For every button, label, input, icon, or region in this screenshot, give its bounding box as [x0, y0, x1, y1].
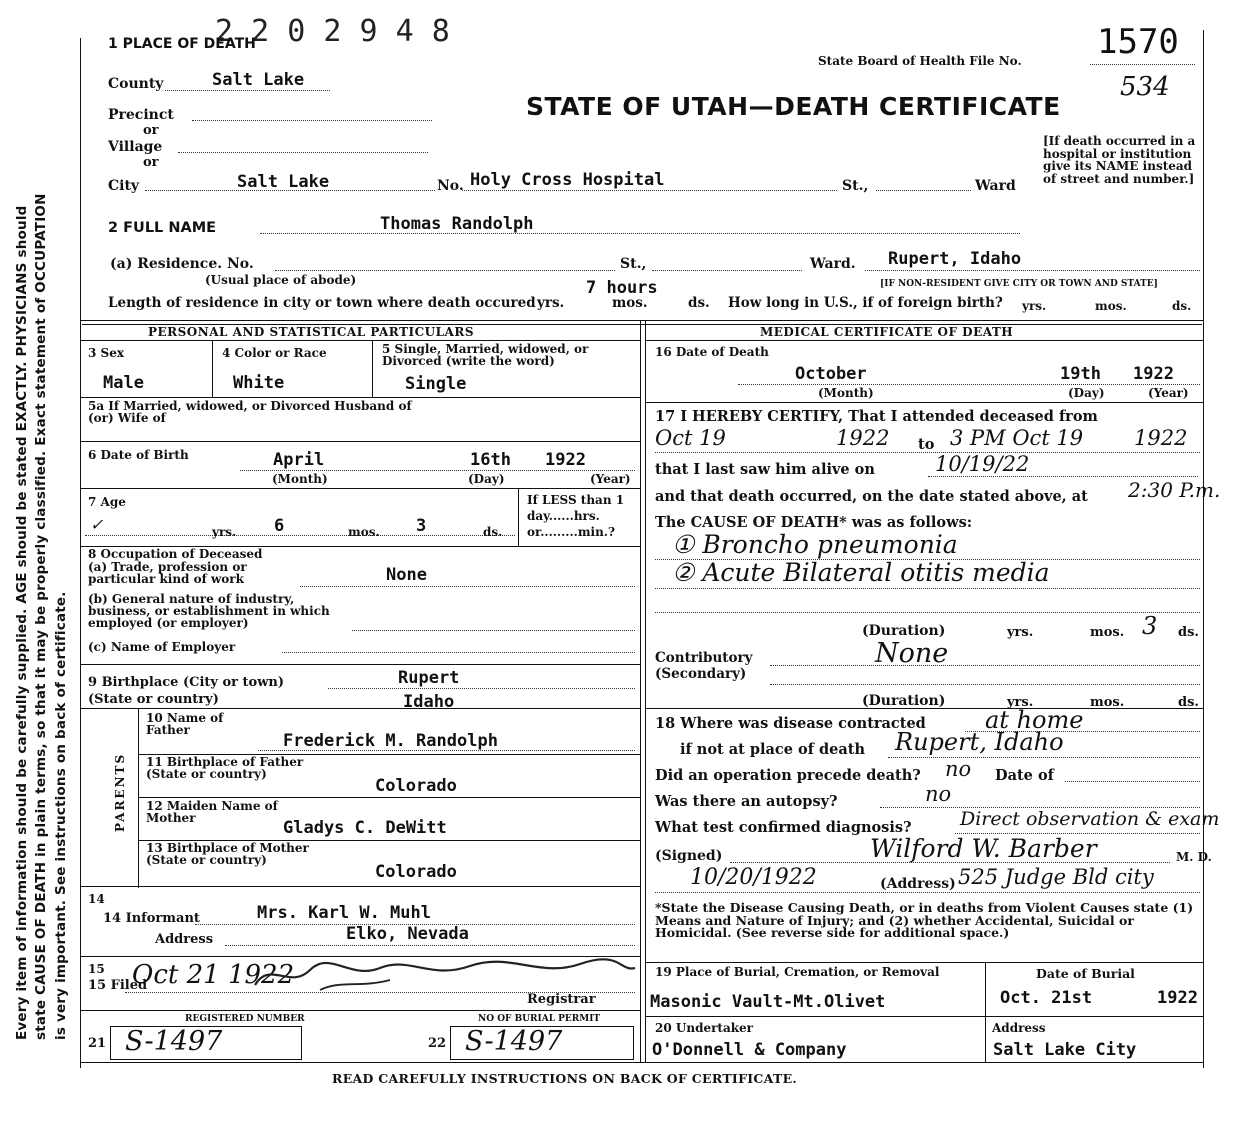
color-label: 4 Color or Race	[222, 346, 327, 360]
registered-number: S-1497	[125, 1026, 223, 1057]
undertaker-address-label: Address	[992, 1021, 1046, 1035]
death-day: 19th	[1060, 364, 1101, 384]
last-saw-date: 10/19/22	[935, 452, 1030, 476]
death-year: 1922	[1133, 364, 1174, 384]
cause-secondary: ② Acute Bilateral otitis media	[672, 558, 1050, 587]
burial-place: Masonic Vault-Mt.Olivet	[650, 992, 886, 1012]
undertaker-label: 20 Undertaker	[655, 1021, 754, 1035]
marital-label: 5 Single, Married, widowed, or Divorced (write the word)	[382, 342, 589, 368]
filed-date: Oct 21 1922	[132, 960, 295, 990]
dob-day-caption: (Day)	[468, 472, 505, 486]
mother-birthplace-label: 13 Birthplace of Mother (State or country)	[146, 841, 309, 867]
cause-label: The CAUSE OF DEATH* was as follows:	[655, 514, 973, 531]
residence-st-label: St.,	[620, 256, 647, 272]
ward-label: Ward	[975, 178, 1016, 194]
duration-yrs-2: yrs.	[1007, 695, 1034, 710]
section-divider	[640, 320, 641, 1062]
father-label: 10 Name of Father	[146, 711, 224, 737]
us-mos: mos.	[1095, 299, 1127, 313]
duration-mos-2: mos.	[1090, 695, 1125, 710]
outer-right-border	[1203, 30, 1204, 1068]
burial-date: Oct. 21st	[1000, 988, 1093, 1008]
occupation-a-label: (a) Trade, profession or particular kind of work	[88, 560, 247, 586]
village-label: Village	[108, 139, 163, 155]
birthplace-city: Rupert	[398, 668, 460, 688]
us-residence-label: How long in U.S., if of foreign birth?	[728, 295, 1003, 311]
parents-label: PARENTS	[113, 752, 127, 832]
death-date-label: 16 Date of Death	[655, 345, 769, 359]
duration-ds-1: ds.	[1178, 625, 1199, 640]
sign-date: 10/20/1922	[690, 865, 817, 890]
duration-months: 3	[1142, 612, 1158, 640]
attended-to-year: 1922	[1134, 426, 1188, 450]
side-instruction-1: Every item of information should be carefully supplied. AGE should be stated EXACTLY. PHYSICIANS should	[14, 205, 30, 1040]
burial-place-label: 19 Place of Burial, Cremation, or Removal	[655, 965, 940, 979]
dob-month: April	[273, 450, 325, 470]
bottom-rule	[80, 1062, 1204, 1063]
age-years-mark: ✓	[90, 515, 104, 534]
nonresident-note: [IF NON-RESIDENT GIVE CITY OR TOWN AND STATE]	[880, 279, 1158, 289]
marital-value: Single	[405, 374, 467, 394]
outer-left-border	[80, 38, 81, 1068]
doctor-address: 525 Judge Bld city	[958, 865, 1154, 889]
father-name: Frederick M. Randolph	[283, 731, 498, 751]
test-label: What test confirmed diagnosis?	[655, 819, 912, 836]
medical-heading: MEDICAL CERTIFICATE OF DEATH	[760, 325, 1014, 339]
city-label: City	[108, 178, 140, 194]
county-value: Salt Lake	[212, 70, 305, 90]
us-ds: ds.	[1172, 299, 1192, 313]
abode-note: (Usual place of abode)	[205, 273, 357, 287]
death-time-label: and that death occurred, on the date stated above, at	[655, 488, 1088, 505]
sex-value: Male	[103, 373, 144, 393]
attended-to: 3 PM Oct 19	[950, 426, 1084, 450]
file-no-label: State Board of Health File No.	[818, 54, 1022, 68]
not-place-label: if not at place of death	[680, 741, 865, 758]
informant-label: 14 Informant	[103, 911, 200, 926]
side-instruction-2: state CAUSE OF DEATH in plain terms, so that it may be properly classified. Exact statement of OCCUPATION	[33, 193, 49, 1040]
or-label-1: or	[143, 123, 159, 138]
date-of-label: Date of	[995, 767, 1054, 784]
corner-number: 534	[1120, 72, 1170, 102]
street-value: Holy Cross Hospital	[470, 170, 665, 190]
side-instruction-3: is very important. See instructions on back of certificate.	[53, 591, 69, 1040]
md-label: M. D.	[1176, 850, 1212, 864]
us-yrs: yrs.	[1022, 299, 1047, 313]
mother-name: Gladys C. DeWitt	[283, 818, 447, 838]
or-label-2: or	[143, 155, 159, 170]
autopsy-value: no	[925, 782, 952, 806]
birthplace-label: 9 Birthplace (City or town)	[88, 675, 285, 690]
age-label: 7 Age	[88, 495, 126, 509]
personal-heading: PERSONAL AND STATISTICAL PARTICULARS	[148, 325, 475, 339]
physician-signature: Wilford W. Barber	[870, 834, 1097, 863]
dob-month-caption: (Month)	[272, 472, 328, 486]
informant-address: Elko, Nevada	[346, 924, 469, 944]
death-year-caption: (Year)	[1148, 386, 1189, 400]
residence-label: (a) Residence. No.	[110, 256, 254, 272]
certificate-title: STATE OF UTAH—DEATH CERTIFICATE	[526, 92, 1061, 121]
duration-yrs-1: yrs.	[1007, 625, 1034, 640]
county-label: County	[108, 76, 164, 92]
stamp-number: 2 2 0 2 9 4 8	[215, 14, 450, 49]
death-month-caption: (Month)	[818, 386, 874, 400]
burial-date-label: Date of Burial	[1036, 966, 1135, 981]
father-birthplace: Colorado	[375, 776, 457, 796]
death-time: 2:30 P.m.	[1128, 478, 1221, 502]
death-month: October	[795, 364, 867, 384]
file-number: 1570	[1097, 22, 1179, 62]
burial-permit-number: S-1497	[465, 1026, 563, 1057]
duration-ds-2: ds.	[1178, 695, 1199, 710]
birthplace-state-label: (State or country)	[88, 692, 219, 707]
cause-primary: ① Broncho pneumonia	[672, 530, 958, 559]
age-days: 3	[416, 516, 427, 536]
burial-permit-label: NO OF BURIAL PERMIT	[478, 1014, 601, 1024]
occupation-value: None	[386, 565, 427, 585]
age-yrs-label: yrs.	[212, 525, 237, 539]
signed-label: (Signed)	[655, 848, 723, 864]
informant-address-label: Address	[155, 932, 214, 947]
birthplace-state: Idaho	[403, 692, 455, 712]
no-label: No.	[437, 178, 464, 194]
dob-year-caption: (Year)	[590, 472, 631, 486]
spouse-label: 5a If Married, widowed, or Divorced Husband of (or) Wife of	[88, 399, 412, 425]
undertaker-value: O'Donnell & Company	[652, 1040, 847, 1060]
age-months: 6	[274, 516, 285, 536]
filed-label: 15 Filed	[88, 978, 148, 993]
age-mos-label: mos.	[348, 525, 380, 539]
duration-label-2: (Duration)	[862, 693, 946, 709]
contributory-value: None	[875, 638, 949, 669]
dob-year: 1922	[545, 450, 586, 470]
occupation-c-label: (c) Name of Employer	[88, 640, 236, 654]
last-saw-label: that I last saw him alive on	[655, 461, 875, 478]
cause-footnote: *State the Disease Causing Death, or in deaths from Violent Causes state (1) Means and Nature of Injury; and (2) whether Accidental, Suicidal or Homicidal. (See reverse side for additional space.)	[655, 900, 1194, 940]
length-yrs: yrs.	[537, 295, 565, 311]
length-residence-label: Length of residence in city or town where death occured	[108, 295, 536, 311]
mother-birthplace: Colorado	[375, 862, 457, 882]
length-mos: mos.	[612, 295, 648, 311]
operation-label: Did an operation precede death?	[655, 767, 921, 784]
st-label: St.,	[842, 178, 869, 194]
father-birthplace-label: 11 Birthplace of Father (State or country)	[146, 755, 304, 781]
doctor-address-label: (Address)	[880, 876, 956, 892]
operation-value: no	[945, 757, 972, 781]
place-of-death-label: 1 PLACE OF DEATH	[108, 36, 256, 52]
mother-label: 12 Maiden Name of Mother	[146, 799, 278, 825]
residence-value: Rupert, Idaho	[888, 249, 1022, 269]
contracted-label: 18 Where was disease contracted	[655, 715, 926, 732]
contracted-value: at home	[985, 706, 1084, 734]
color-value: White	[233, 373, 285, 393]
less-than-day-label: If LESS than 1 day......hrs. or.........min.?	[527, 493, 625, 539]
occupation-label: 8 Occupation of Deceased	[88, 547, 263, 561]
contributory-label: Contributory (Secondary)	[655, 650, 753, 682]
precinct-label: Precinct	[108, 107, 174, 123]
undertaker-address: Salt Lake City	[993, 1040, 1137, 1060]
informant-name: Mrs. Karl W. Muhl	[257, 903, 431, 923]
city-value: Salt Lake	[237, 172, 330, 192]
dob-day: 16th	[470, 450, 511, 470]
occupation-b-label: (b) General nature of industry, business, or establishment in which employed (or employer)	[88, 592, 330, 630]
hospital-note: [If death occurred in a hospital or institution give its NAME instead of street and number.]	[1043, 134, 1196, 186]
test-value: Direct observation & exam	[960, 808, 1220, 830]
autopsy-label: Was there an autopsy?	[655, 793, 838, 810]
registered-number-label: REGISTERED NUMBER	[185, 1014, 305, 1024]
length-ds: ds.	[688, 295, 710, 311]
death-day-caption: (Day)	[1068, 386, 1105, 400]
not-place-value: Rupert, Idaho	[895, 728, 1064, 756]
footer-instruction: READ CAREFULLY INSTRUCTIONS ON BACK OF CERTIFICATE.	[332, 1071, 798, 1086]
full-name-value: Thomas Randolph	[380, 214, 534, 234]
attended-from: Oct 19	[655, 426, 726, 450]
attended-from-year: 1922	[836, 426, 890, 450]
sex-label: 3 Sex	[88, 346, 124, 360]
residence-ward-label: Ward.	[810, 256, 856, 272]
length-value: 7 hours	[586, 278, 658, 298]
dob-label: 6 Date of Birth	[88, 448, 189, 462]
section-top-rule	[80, 320, 1204, 321]
duration-label-1: (Duration)	[862, 623, 946, 639]
duration-mos-1: mos.	[1090, 625, 1125, 640]
burial-year: 1922	[1157, 988, 1198, 1008]
age-ds-label: ds.	[483, 525, 503, 539]
registrar-label: Registrar	[527, 992, 596, 1007]
certify-label: 17 I HEREBY CERTIFY, That I attended deceased from	[655, 408, 1098, 425]
full-name-label: 2 FULL NAME	[108, 220, 217, 236]
